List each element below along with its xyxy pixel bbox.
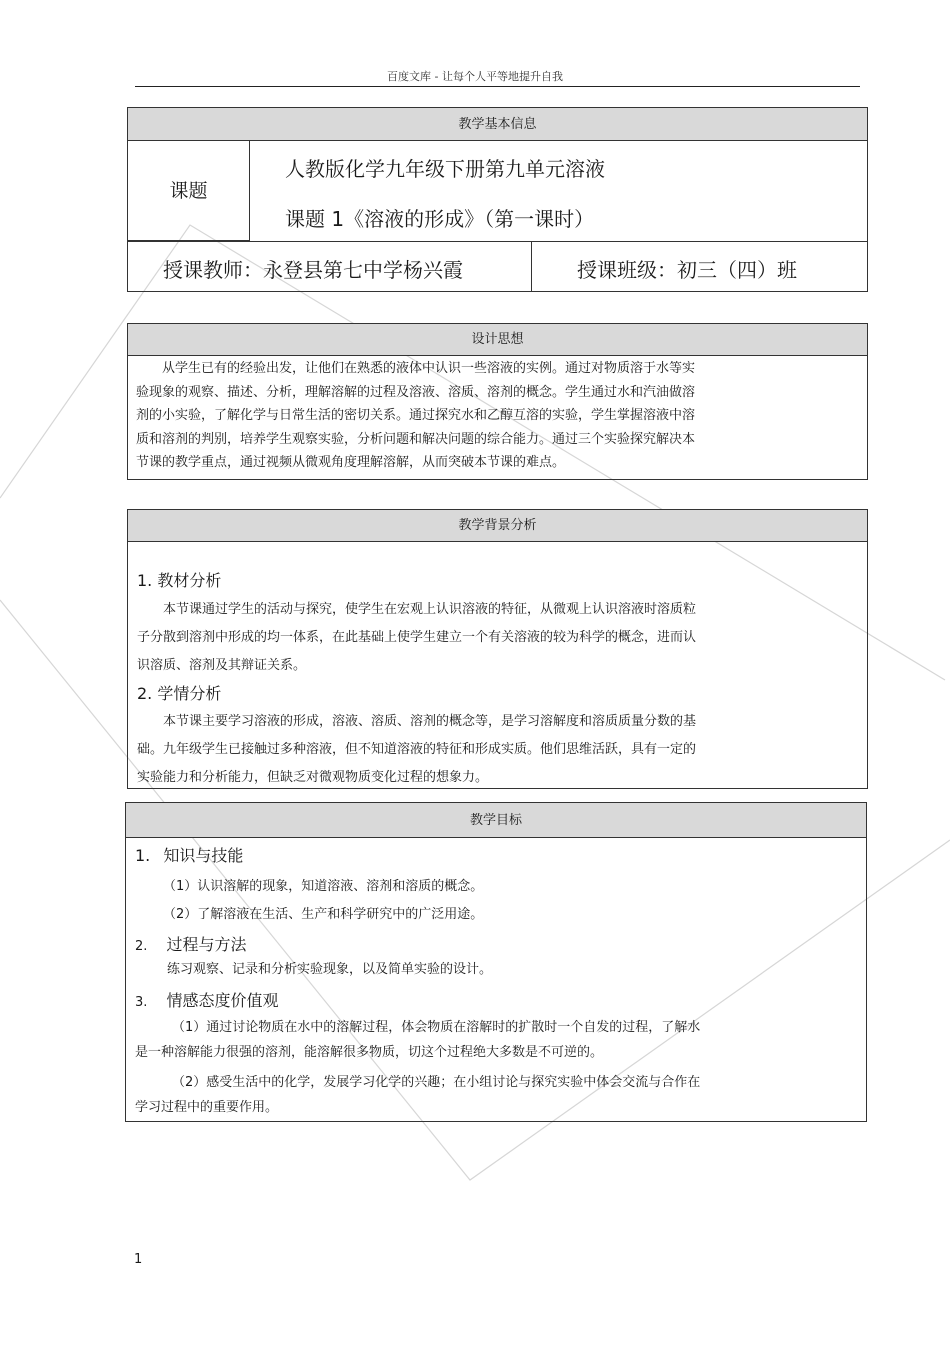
page-number: 1 (134, 1252, 143, 1267)
topic-label-cell (128, 141, 250, 241)
goals-s1-item-1: （1）认识溶解的现象，知道溶液、溶剂和溶质的概念。 (163, 879, 484, 894)
design-line: 质和溶剂的判别，培养学生观察实验，分析问题和解决问题的综合能力。通过三个实验探究解决本 (136, 431, 696, 447)
goals-s2-title: 过程与方法 (166, 935, 247, 954)
goals-s2-heading (135, 932, 247, 955)
goals-section (125, 802, 867, 1122)
goals-s3-p2-line: （2）感受生活中的化学，发展学习化学的兴趣；在小组讨论与探究实验中体会交流与合作在 (172, 1075, 701, 1090)
design-line: 节课的教学重点，通过视频从微观角度理解溶解，从而突破本节课的难点。 (136, 455, 566, 470)
topic-line-2: 课题 1《溶液的形成》（第一课时） (285, 207, 595, 231)
goals-s2-num: 2. (135, 939, 148, 954)
background-s2-title: 2. 学情分析 (137, 684, 222, 703)
basic-info-title: 教学基本信息 (128, 108, 867, 141)
background-s1-line: 本节课通过学生的活动与探究，使学生在宏观上认识溶液的特征，从微观上认识溶液时溶质粒 (163, 602, 697, 617)
design-body (128, 357, 867, 475)
design-line: 验现象的观察、描述、分析，理解溶解的过程及溶液、溶质、溶剂的概念。学生通过水和汽油做溶 (136, 384, 696, 400)
background-s2-line: 础。九年级学生已接触过多种溶液，但不知道溶液的特征和形成实质。他们思维活跃，具有一定的 (137, 742, 697, 757)
topic-label: 课题 (169, 180, 208, 202)
goals-s3-heading (135, 988, 279, 1011)
background-section (127, 509, 868, 789)
background-s2-line: 实验能力和分析能力，但缺乏对微观物质变化过程的想象力。 (137, 770, 489, 785)
background-title: 教学背景分析 (128, 510, 867, 542)
goals-s3-title: 情感态度价值观 (166, 991, 279, 1010)
goals-s1-item-2: （2）了解溶液在生活、生产和科学研究中的广泛用途。 (163, 907, 484, 922)
header-divider (135, 86, 860, 87)
goals-s3-p2-line: 学习过程中的重要作用。 (135, 1100, 279, 1115)
background-s1-line: 识溶质、溶剂及其辩证关系。 (137, 658, 307, 673)
class-cell (532, 241, 867, 291)
goals-s1-num: 1. (135, 846, 151, 865)
goals-s3-paragraph-1 (135, 1015, 857, 1065)
class-text: 授课班级：初三（四）班 (577, 258, 797, 282)
teacher-text: 授课教师：永登县第七中学杨兴霞 (163, 258, 463, 282)
goals-s3-p1-line: （1）通过讨论物质在水中的溶解过程，体会物质在溶解时的扩散时一个自发的过程，了解水 (172, 1020, 701, 1035)
background-s2-body (137, 708, 859, 792)
background-s1-line: 子分散到溶剂中形成的均一体系，在此基础上使学生建立一个有关溶液的较为科学的概念，进而认 (137, 630, 697, 645)
goals-s3-num: 3. (135, 995, 148, 1010)
goals-s1-title: 知识与技能 (163, 846, 244, 865)
goals-s2-text: 练习观察、记录和分析实验现象，以及简单实验的设计。 (167, 962, 493, 977)
design-line: 从学生已有的经验出发，让他们在熟悉的液体中认识一些溶液的实例。通过对物质溶于水等实 (162, 361, 696, 376)
background-s1-title: 1. 教材分析 (137, 571, 222, 590)
background-s2-line: 本节课主要学习溶液的形成，溶液、溶质、溶剂的概念等，是学习溶解度和溶质质量分数的基 (163, 714, 697, 729)
page-header: 百度文库 - 让每个人平等地提升自我 (387, 70, 563, 83)
goals-s3-p1-line: 是一种溶解能力很强的溶剂，能溶解很多物质，切这个过程绝大多数是不可逆的。 (135, 1045, 604, 1060)
topic-line-1: 人教版化学九年级下册第九单元溶液 (285, 157, 605, 181)
background-s1-body (137, 596, 859, 680)
design-title: 设计思想 (128, 324, 867, 356)
basic-info-table (127, 107, 868, 292)
goals-s1-heading (135, 843, 243, 866)
goals-title: 教学目标 (126, 803, 866, 838)
design-section (127, 323, 868, 480)
goals-s3-paragraph-2 (135, 1070, 857, 1120)
design-line: 剂的小实验，了解化学与日常生活的密切关系。通过探究水和乙醇互溶的实验，学生掌握溶液中溶 (136, 408, 696, 423)
teacher-cell (128, 241, 532, 291)
